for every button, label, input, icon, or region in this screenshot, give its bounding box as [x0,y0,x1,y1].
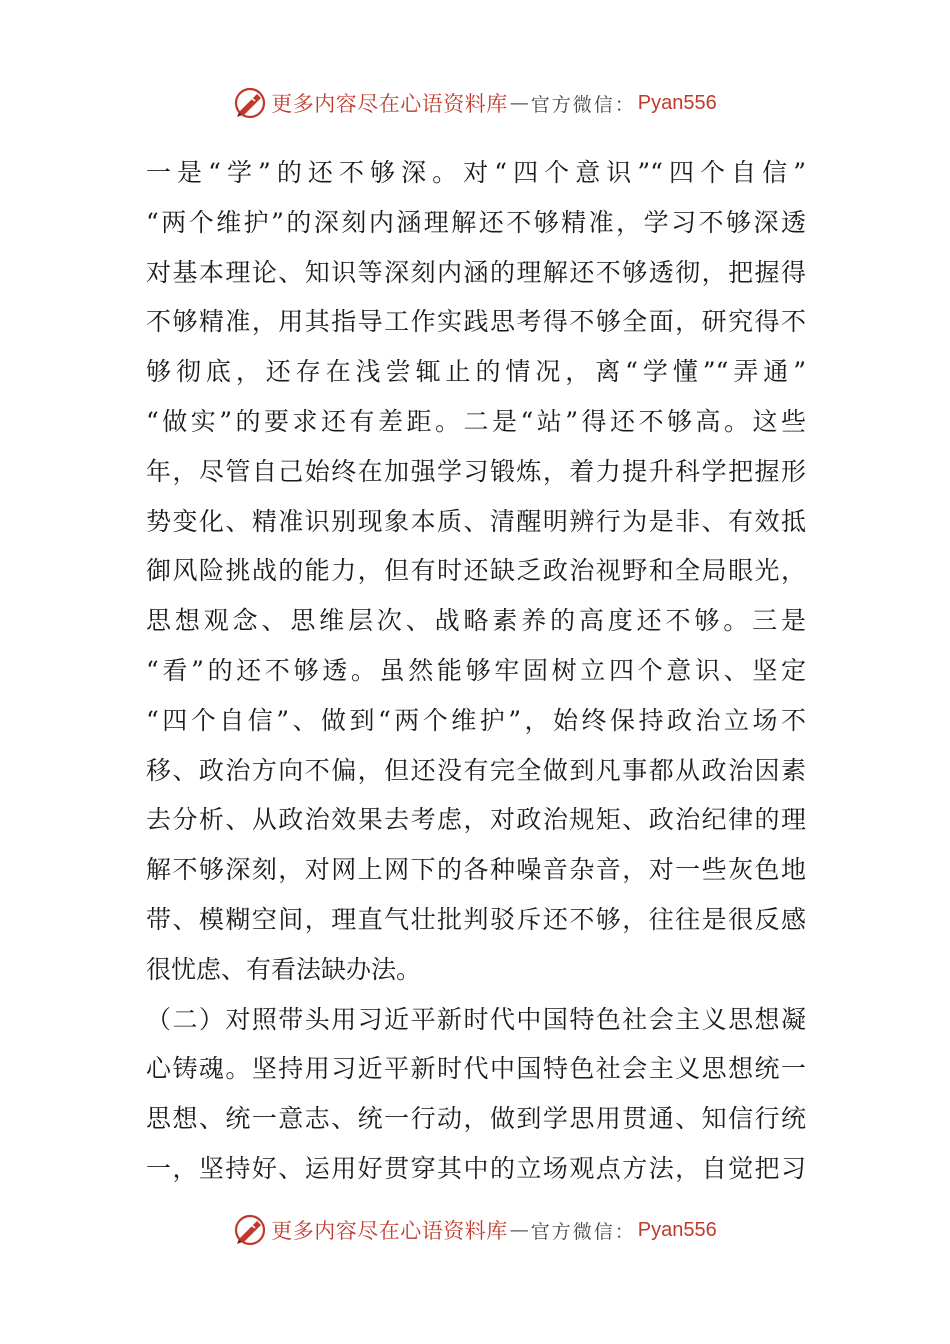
text-line: 去分析、从政治效果去考虑，对政治规矩、政治纪律的理 [146,805,806,835]
text-line: “两个维护”的深刻内涵理解还不够精准，学习不够深透 [146,207,806,237]
banner-wechat-id: Pyan556 [637,91,717,114]
text-line: 带、模糊空间，理直气壮批判驳斥还不够，往往是很反感 [146,904,806,934]
banner-wechat-label: 官方微信： [530,1220,636,1243]
banner-separator: — [509,1219,529,1241]
banner-title: 更多内容尽在心语资料库 [271,1219,508,1243]
text-line: 不够精准，用其指导工作实践思考得不够全面，研究得不 [146,307,806,337]
text-line: 年，尽管自己始终在加强学习锻炼，着力提升科学把握形 [146,456,806,486]
text-line: 够彻底，还存在浅尝辄止的情况，离“学懂”“弄通” [146,357,806,387]
text-line: “四个自信”、做到“两个维护”，始终保持政治立场不 [146,705,806,735]
banner-separator: — [509,92,529,114]
section-heading-line: （二）对照带头用习近平新时代中国特色社会主义思想凝 [146,1004,806,1034]
text-line: 一是“学”的还不够深。对“四个意识”“四个自信” [146,158,806,187]
banner-wechat-id: Pyan556 [637,1218,717,1241]
pen-logo-icon [233,1213,267,1247]
footer-banner [0,1210,950,1250]
text-line: 思想、统一意志、统一行动，做到学思用贯通、知信行统 [146,1104,806,1134]
text-line: “看”的还不够透。虽然能够牢固树立四个意识、坚定 [146,655,806,685]
banner-title: 更多内容尽在心语资料库 [271,92,508,116]
text-line: 移、政治方向不偏，但还没有完全做到凡事都从政治因素 [146,755,806,785]
text-line: 一，坚持好、运用好贯穿其中的立场观点方法，自觉把习 [146,1153,806,1183]
header-banner [0,83,950,123]
text-line: 很忧虑、有看法缺办法。 [146,954,422,984]
banner-wechat-label: 官方微信： [530,93,636,116]
text-line: 思想观念、思维层次、战略素养的高度还不够。三是 [146,606,806,636]
text-line: 心铸魂。坚持用习近平新时代中国特色社会主义思想统一 [146,1054,806,1084]
text-line: 对基本理论、知识等深刻内涵的理解还不够透彻，把握得 [146,257,806,287]
pen-logo-icon [233,86,267,120]
text-line: 解不够深刻，对网上网下的各种噪音杂音，对一些灰色地 [146,855,806,885]
text-line: 势变化、精准识别现象本质、清醒明辨行为是非、有效抵 [146,506,806,536]
text-line: “做实”的要求还有差距。二是“站”得还不够高。这些 [146,406,806,436]
document-body [146,148,806,1194]
text-line: 御风险挑战的能力，但有时还缺乏政治视野和全局眼光， [146,556,806,586]
